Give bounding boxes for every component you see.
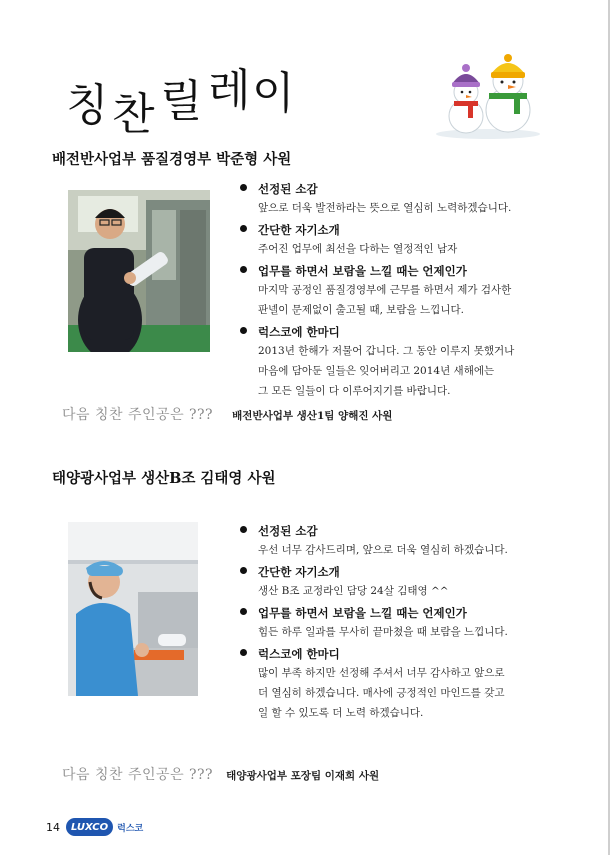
bullet-heading: 간단한 자기소개 <box>258 223 340 237</box>
bullet-heading: 럭스코에 한마디 <box>258 325 340 339</box>
title-char: 칭 <box>66 80 109 131</box>
section-heading: 태양광사업부 생산B조 김태영 사원 <box>52 470 276 487</box>
bullet-item <box>238 262 568 320</box>
title-char: 이 <box>252 68 295 119</box>
next-nominee-label: 다음 칭찬 주인공은 ??? <box>62 407 214 423</box>
bullet-dot <box>240 225 247 232</box>
bullet-text: 주어진 업무에 최선을 다하는 열정적인 남자 <box>258 243 458 255</box>
bullet-dot <box>240 327 247 334</box>
bullet-text: 판넬이 문제없이 출고될 때, 보람을 느낍니다. <box>258 304 464 316</box>
bullet-heading: 간단한 자기소개 <box>258 565 340 579</box>
company-logo: LUXCO <box>66 818 113 836</box>
bullet-text: 더 열심히 하겠습니다. 매사에 긍정적인 마인드를 갖고 <box>258 687 505 699</box>
bullet-heading: 럭스코에 한마디 <box>258 647 340 661</box>
next-nominee-label: 다음 칭찬 주인공은 ??? <box>62 767 214 783</box>
next-nominee <box>62 764 379 784</box>
bullet-item <box>238 522 568 560</box>
page-number: 14 <box>46 820 60 834</box>
page-footer <box>46 816 143 838</box>
bullet-text: 많이 부족 하지만 선정해 주셔서 너무 감사하고 앞으로 <box>258 667 505 679</box>
bullet-text: 마음에 담아둔 일들은 잊어버리고 2014년 새해에는 <box>258 365 495 377</box>
bullet-item <box>238 645 568 723</box>
bullet-text: 힘든 하루 일과를 무사히 끝마쳤을 때 보람을 느낍니다. <box>258 626 508 638</box>
bullet-text: 그 모든 일들이 다 이루어지기를 바랍니다. <box>258 385 451 397</box>
bullet-item <box>238 604 568 642</box>
bullet-dot <box>240 266 247 273</box>
employee-photo <box>68 522 198 696</box>
bullet-heading: 업무를 하면서 보람을 느낄 때는 언제인가 <box>258 606 467 620</box>
next-nominee-name: 배전반사업부 생산1팀 양해진 사원 <box>232 410 393 422</box>
bullet-item <box>238 221 568 259</box>
bullet-dot <box>240 567 247 574</box>
title-char: 릴 <box>160 76 203 127</box>
bullet-heading: 업무를 하면서 보람을 느낄 때는 언제인가 <box>258 264 467 278</box>
bullet-heading: 선정된 소감 <box>258 182 318 196</box>
bullet-dot <box>240 608 247 615</box>
company-logo-korean: 럭스코 <box>117 823 144 834</box>
title-char: 찬 <box>112 89 155 140</box>
bullet-list <box>238 522 568 726</box>
employee-photo <box>68 190 210 352</box>
bullet-dot <box>240 649 247 656</box>
bullet-item <box>238 180 568 218</box>
next-nominee-name: 태양광사업부 포장팀 이재희 사원 <box>226 770 380 782</box>
bullet-text: 앞으로 더욱 발전하라는 뜻으로 열심히 노력하겠습니다. <box>258 202 512 214</box>
bullet-text: 우선 너무 감사드리며, 앞으로 더욱 열심히 하겠습니다. <box>258 544 508 556</box>
snowmen-illustration <box>436 54 542 140</box>
bullet-heading: 선정된 소감 <box>258 524 318 538</box>
bullet-list <box>238 180 568 404</box>
bullet-item <box>238 563 568 601</box>
title-char: 레 <box>208 65 251 116</box>
next-nominee <box>62 404 392 424</box>
bullet-text: 일 할 수 있도록 더 노력 하겠습니다. <box>258 707 424 719</box>
bullet-text: 2013년 한해가 저물어 갑니다. 그 동안 이루지 못했거나 <box>258 345 515 357</box>
bullet-dot <box>240 526 247 533</box>
bullet-text: 마지막 공정인 품질경영부에 근무를 하면서 제가 검사한 <box>258 284 512 296</box>
bullet-text: 생산 B조 교정라인 담당 24살 김태영 ^^ <box>258 585 449 597</box>
bullet-dot <box>240 184 247 191</box>
section-heading: 배전반사업부 품질경영부 박준형 사원 <box>52 151 292 168</box>
bullet-item <box>238 323 568 401</box>
